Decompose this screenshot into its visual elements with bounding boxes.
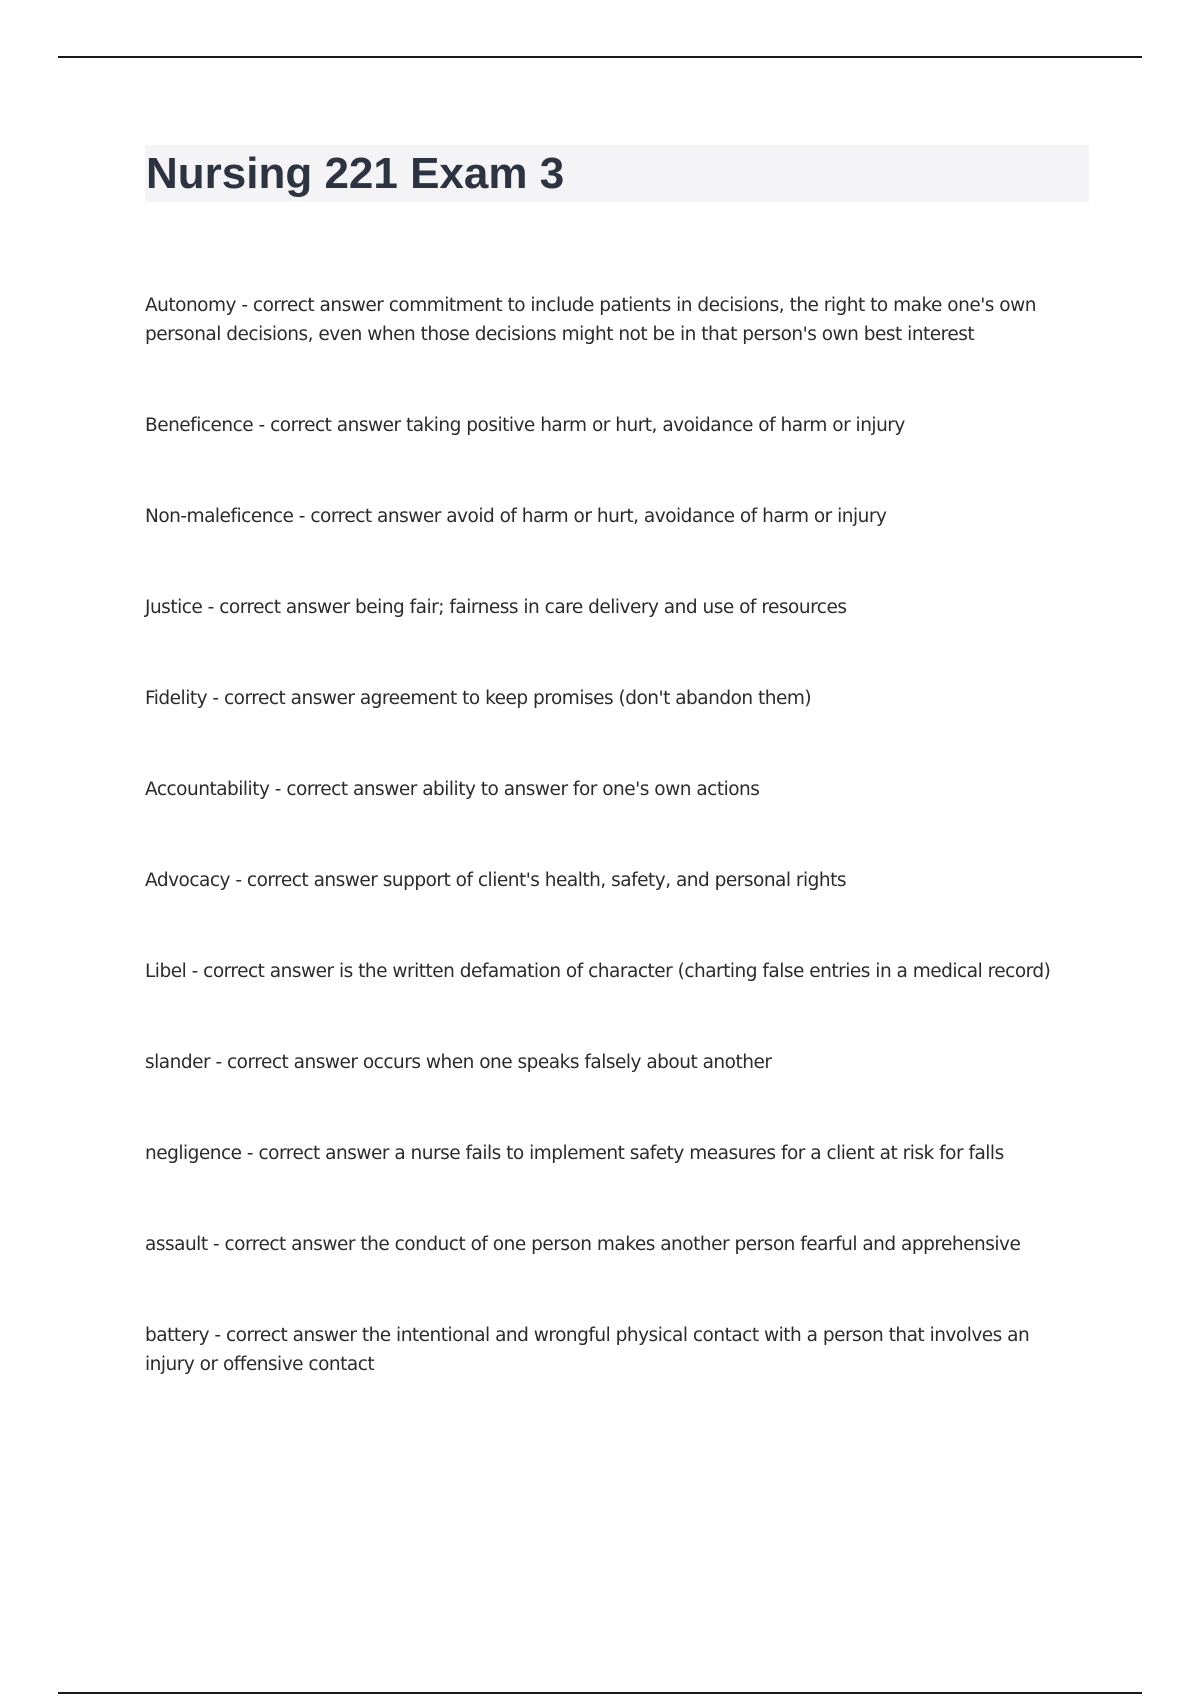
entry-autonomy: Autonomy - correct answer commitment to include patients in decisions, the right to make one's own personal decisions, even when those decisions might not be in that person's own best interest <box>145 295 1036 345</box>
entry-beneficence: Beneficence - correct answer taking positive harm or hurt, avoidance of harm or injury <box>145 415 905 436</box>
entry-negligence: negligence - correct answer a nurse fails to implement safety measures for a client at risk for falls <box>145 1143 1004 1164</box>
entry-accountability: Accountability - correct answer ability to answer for one's own actions <box>145 779 760 800</box>
header-rule <box>58 56 1142 58</box>
entry-non-maleficence: Non-maleficence - correct answer avoid of harm or hurt, avoidance of harm or injury <box>145 506 887 527</box>
entry-advocacy: Advocacy - correct answer support of client's health, safety, and personal rights <box>145 870 847 891</box>
entry-slander: slander - correct answer occurs when one speaks falsely about another <box>145 1052 772 1073</box>
entry-assault: assault - correct answer the conduct of one person makes another person fearful and apprehensive <box>145 1234 1021 1255</box>
footer-rule <box>58 1692 1142 1694</box>
entry-fidelity: Fidelity - correct answer agreement to keep promises (don't abandon them) <box>145 688 812 709</box>
entry-battery: battery - correct answer the intentional and wrongful physical contact with a person that involves an injury or offensive contact <box>145 1325 1030 1375</box>
entry-justice: Justice - correct answer being fair; fairness in care delivery and use of resources <box>145 597 847 618</box>
entry-libel: Libel - correct answer is the written defamation of character (charting false entries in a medical record) <box>145 961 1051 982</box>
page-title: Nursing 221 Exam 3 <box>146 149 565 198</box>
